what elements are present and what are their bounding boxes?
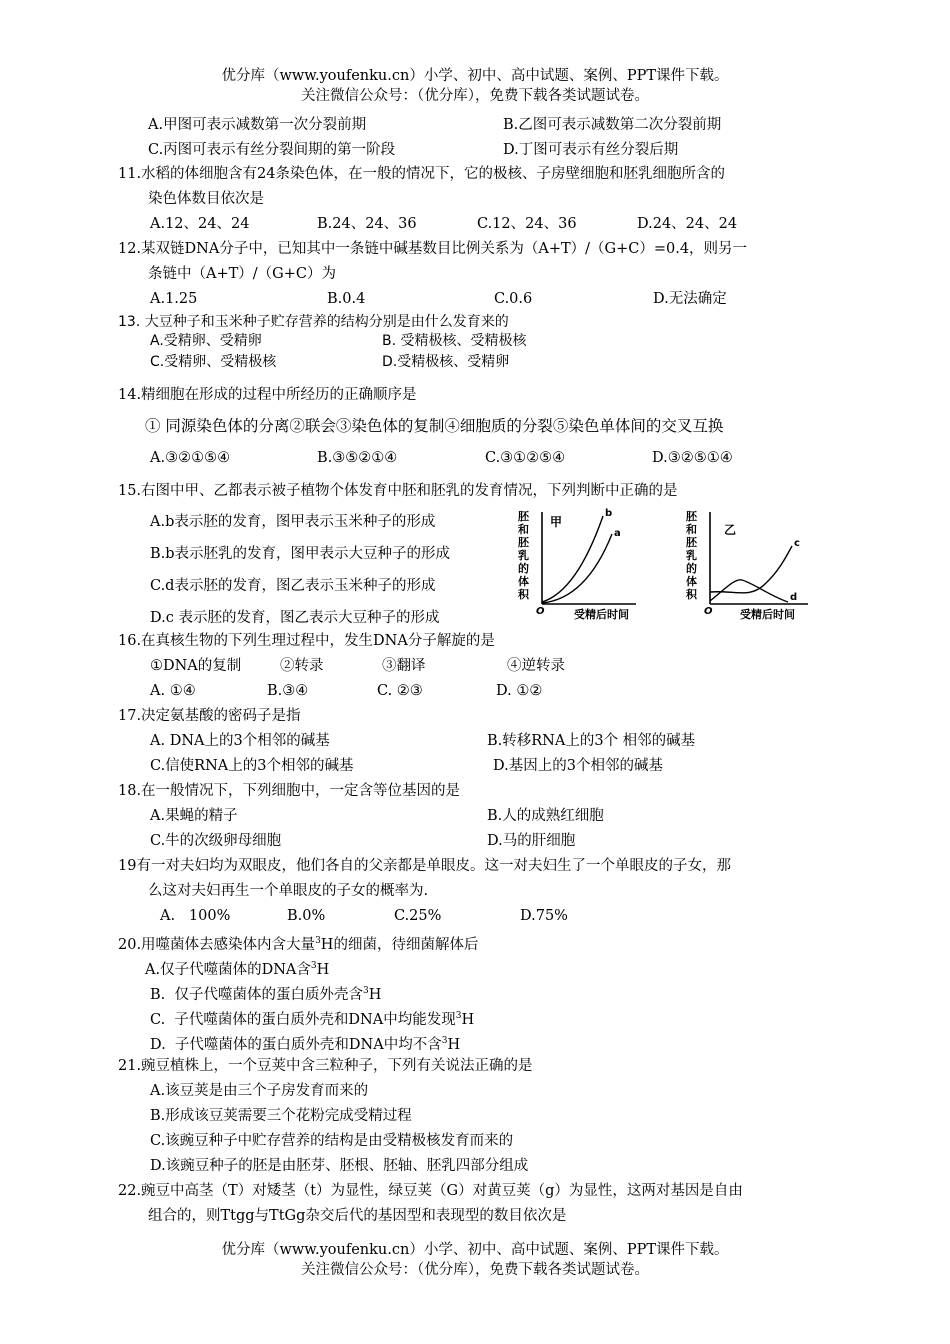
q11-stem-line-1: 11.水稻的体细胞含有24条染色体，在一般的情况下，它的极核、子房壁细胞和胚乳细胞所含的 [118,166,726,182]
q17-option-a: A. DNA上的3个相邻的碱基 [150,733,330,749]
q18-stem: 18.在一般情况下，下列细胞中，一定含等位基因的是 [118,783,461,799]
q19-option-a: A. 100% [160,908,231,924]
q10-option-d: D.丁图可表示有丝分裂后期 [503,142,679,158]
graph-yi-curve-d [710,580,788,602]
q13-option-d: D.受精极核、受精卵 [382,354,510,370]
q20-option-c-text: C. 子代噬菌体的蛋白质外壳和DNA中均能发现 [150,1011,456,1028]
q14-option-b: B.③⑤②①④ [317,450,398,466]
q20-option-c-h: H [461,1011,475,1028]
q16-item-4: ④逆转录 [507,658,565,674]
q16-option-c: C. ②③ [377,683,423,699]
q19-option-d: D.75% [520,908,568,924]
q10-option-a: A.甲图可表示减数第一次分裂前期 [148,117,367,133]
graph-jia-ylabel [518,509,530,601]
q15-option-c: C.d表示胚的发育，图乙表示玉米种子的形成 [150,578,436,594]
graph-yi-origin: O [704,606,713,617]
graph-yi-ylabel-char: 和 [686,523,697,536]
q16-item-2: ②转录 [280,658,324,674]
q14-option-a: A.③②①⑤④ [150,450,231,466]
q18-option-d: D.马的肝细胞 [487,833,576,849]
q20-option-b-sup: 3 [362,986,369,996]
q20-option-c-sup: 3 [455,1011,462,1021]
q20-option-c [150,1005,474,1031]
q12-option-c: C.0.6 [494,291,533,307]
graph-yi [680,504,830,624]
q18-option-b: B.人的成熟红细胞 [487,808,604,824]
q20-option-d-h: H [447,1036,461,1053]
q15-stem: 15.右图中甲、乙都表示被子植物个体发育中胚和胚乳的发育情况，下列判断中正确的是 [118,483,678,499]
graph-yi-ylabel-char: 乳 [686,549,697,562]
footer-line-2: 关注微信公众号：（优分库），免费下载各类试题试卷。 [301,1262,649,1278]
q13-option-b: B. 受精极核、受精极核 [382,333,527,349]
graph-jia-label-b: b [605,508,613,519]
graph-yi-ylabel-char: 积 [686,588,697,601]
q21-option-b: B.形成该豆荚需要三个花粉完成受精过程 [150,1108,412,1124]
q20-stem [118,930,478,956]
q17-option-b: B.转移RNA上的3个 相邻的碱基 [487,733,696,749]
q16-item-3: ③翻译 [382,658,426,674]
q15-option-d: D.c 表示胚的发育，图乙表示大豆种子的形成 [150,610,440,626]
q17-option-c: C.信使RNA上的3个相邻的碱基 [150,758,354,774]
q20-option-d-text: D. 子代噬菌体的蛋白质外壳和DNA中均不含 [150,1036,442,1053]
graph-jia-curve-a [542,534,612,603]
q21-stem: 21.豌豆植株上，一个豆荚中含三粒种子，下列有关说法正确的是 [118,1058,533,1074]
q19-stem-line-2: 么这对夫妇再生一个单眼皮的子女的概率为. [148,883,429,899]
q10-option-c: C.丙图可表示有丝分裂间期的第一阶段 [148,142,396,158]
q20-option-a-sup: 3 [310,961,317,971]
graph-jia-ylabel-char: 胚 [518,536,529,549]
q18-option-a: A.果蝇的精子 [150,808,238,824]
q12-option-a: A.1.25 [150,291,198,307]
graph-yi-ylabel [686,509,698,601]
graph-jia-ylabel-char: 的 [518,562,529,575]
graph-jia-ylabel-char: 乳 [518,549,529,562]
q20-stem-sup: 3 [315,936,321,946]
q12-option-b: B.0.4 [327,291,366,307]
q19-option-c: C.25% [394,908,442,924]
q20-option-a-h: H [316,961,330,978]
graph-yi-title: 乙 [724,523,737,537]
q19-stem-line-1: 19有一对夫妇均为双眼皮，他们各自的父亲都是单眼皮。这一对夫妇生了一个单眼皮的子女，那 [118,858,731,874]
q16-item-1: ①DNA的复制 [150,658,242,674]
q20-stem-tail: H的细菌，待细菌解体后 [320,936,479,953]
q14-stem: 14.精细胞在形成的过程中所经历的正确顺序是 [118,387,417,403]
graph-jia-ylabel-char: 和 [518,523,529,536]
q21-option-c: C.该豌豆种子中贮存营养的结构是由受精极核发育而来的 [150,1133,514,1149]
q21-option-a: A.该豆荚是由三个子房发育而来的 [150,1083,369,1099]
q13-option-c: C.受精卵、受精极核 [150,354,277,370]
q13-stem: 13. 大豆种子和玉米种子贮存营养的结构分别是由什么发育来的 [118,314,509,330]
q20-option-b [150,980,381,1006]
graph-jia-title: 甲 [550,515,563,529]
graph-jia-origin: O [536,606,545,617]
q20-option-d-sup: 3 [441,1036,448,1046]
q12-option-d: D.无法确定 [653,291,727,307]
header-line-1: 优分库（www.youfenku.cn）小学、初中、高中试题、案例、PPT课件下载。 [221,68,729,84]
graph-yi-label-d: d [790,592,798,603]
header-line-2: 关注微信公众号：（优分库），免费下载各类试题试卷。 [301,88,649,104]
q17-stem: 17.决定氨基酸的密码子是指 [118,708,301,724]
graph-yi-label-c: c [794,538,800,549]
graph-yi-ylabel-char: 体 [686,575,697,588]
q17-option-d: D.基因上的3个相邻的碱基 [493,758,663,774]
graph-yi-ylabel-char: 胚 [686,536,697,549]
q11-option-b: B.24、24、36 [317,216,417,232]
q14-items: ① 同源染色体的分离②联会③染色体的复制④细胞质的分裂⑤染色单体间的交叉互换 [145,417,724,435]
q16-option-b: B.③④ [267,683,309,699]
q20-option-b-h: H [368,986,382,1003]
q22-stem-line-2: 组合的，则Ttgg与TtGg杂交后代的基因型和表现型的数目依次是 [148,1208,567,1224]
graph-jia-label-a: a [614,528,621,539]
q19-option-b: B.0% [287,908,326,924]
q14-option-d: D.③②⑤①④ [652,450,733,466]
q15-option-b: B.b表示胚乳的发育，图甲表示大豆种子的形成 [150,546,451,562]
graph-yi-xlabel: 受精后时间 [740,608,795,621]
graph-jia-ylabel-char: 体 [518,575,529,588]
graph-jia-ylabel-char: 胚 [518,510,529,523]
footer-line-1: 优分库（www.youfenku.cn）小学、初中、高中试题、案例、PPT课件下载。 [221,1242,729,1258]
graph-yi-ylabel-char: 胚 [686,510,697,523]
graph-yi-curve-c [710,546,792,593]
q20-option-a-text: A.仅子代噬菌体的DNA含 [145,961,311,978]
q13-option-a: A.受精卵、受精卵 [150,333,262,349]
q14-option-c: C.③①②⑤④ [485,450,566,466]
q16-option-d: D. ①② [496,683,543,699]
q16-stem: 16.在真核生物的下列生理过程中，发生DNA分子解旋的是 [118,633,495,649]
q11-option-d: D.24、24、24 [637,216,738,232]
q18-option-c: C.牛的次级卵母细胞 [150,833,282,849]
graph-jia [508,504,658,624]
q20-stem-text: 20.用噬菌体去感染体内含大量 [118,936,316,953]
q16-option-a: A. ①④ [150,683,196,699]
q15-option-a: A.b表示胚的发育，图甲表示玉米种子的形成 [150,514,436,530]
q20-option-d [150,1030,460,1056]
q11-stem-line-2: 染色体数目依次是 [148,191,264,207]
q12-stem-line-2: 条链中（A+T）/（G+C）为 [148,266,337,282]
q20-option-b-text: B. 仅子代噬菌体的蛋白质外壳含 [150,986,363,1003]
q20-option-a [145,955,329,981]
q22-stem-line-1: 22.豌豆中高茎（T）对矮茎（t）为显性，绿豆荚（G）对黄豆荚（g）为显性，这两对基因是自由 [118,1183,743,1199]
q21-option-d: D.该豌豆种子的胚是由胚芽、胚根、胚轴、胚乳四部分组成 [150,1158,529,1174]
graph-jia-xlabel: 受精后时间 [574,608,629,621]
q12-stem-line-1: 12.某双链DNA分子中，已知其中一条链中碱基数目比例关系为（A+T）/（G+C）=0.4，则另一 [118,241,748,257]
graph-yi-ylabel-char: 的 [686,562,697,575]
q10-option-b: B.乙图可表示减数第二次分裂前期 [503,117,722,133]
q11-option-c: C.12、24、36 [477,216,577,232]
graph-jia-ylabel-char: 积 [518,588,529,601]
q11-option-a: A.12、24、24 [150,216,250,232]
